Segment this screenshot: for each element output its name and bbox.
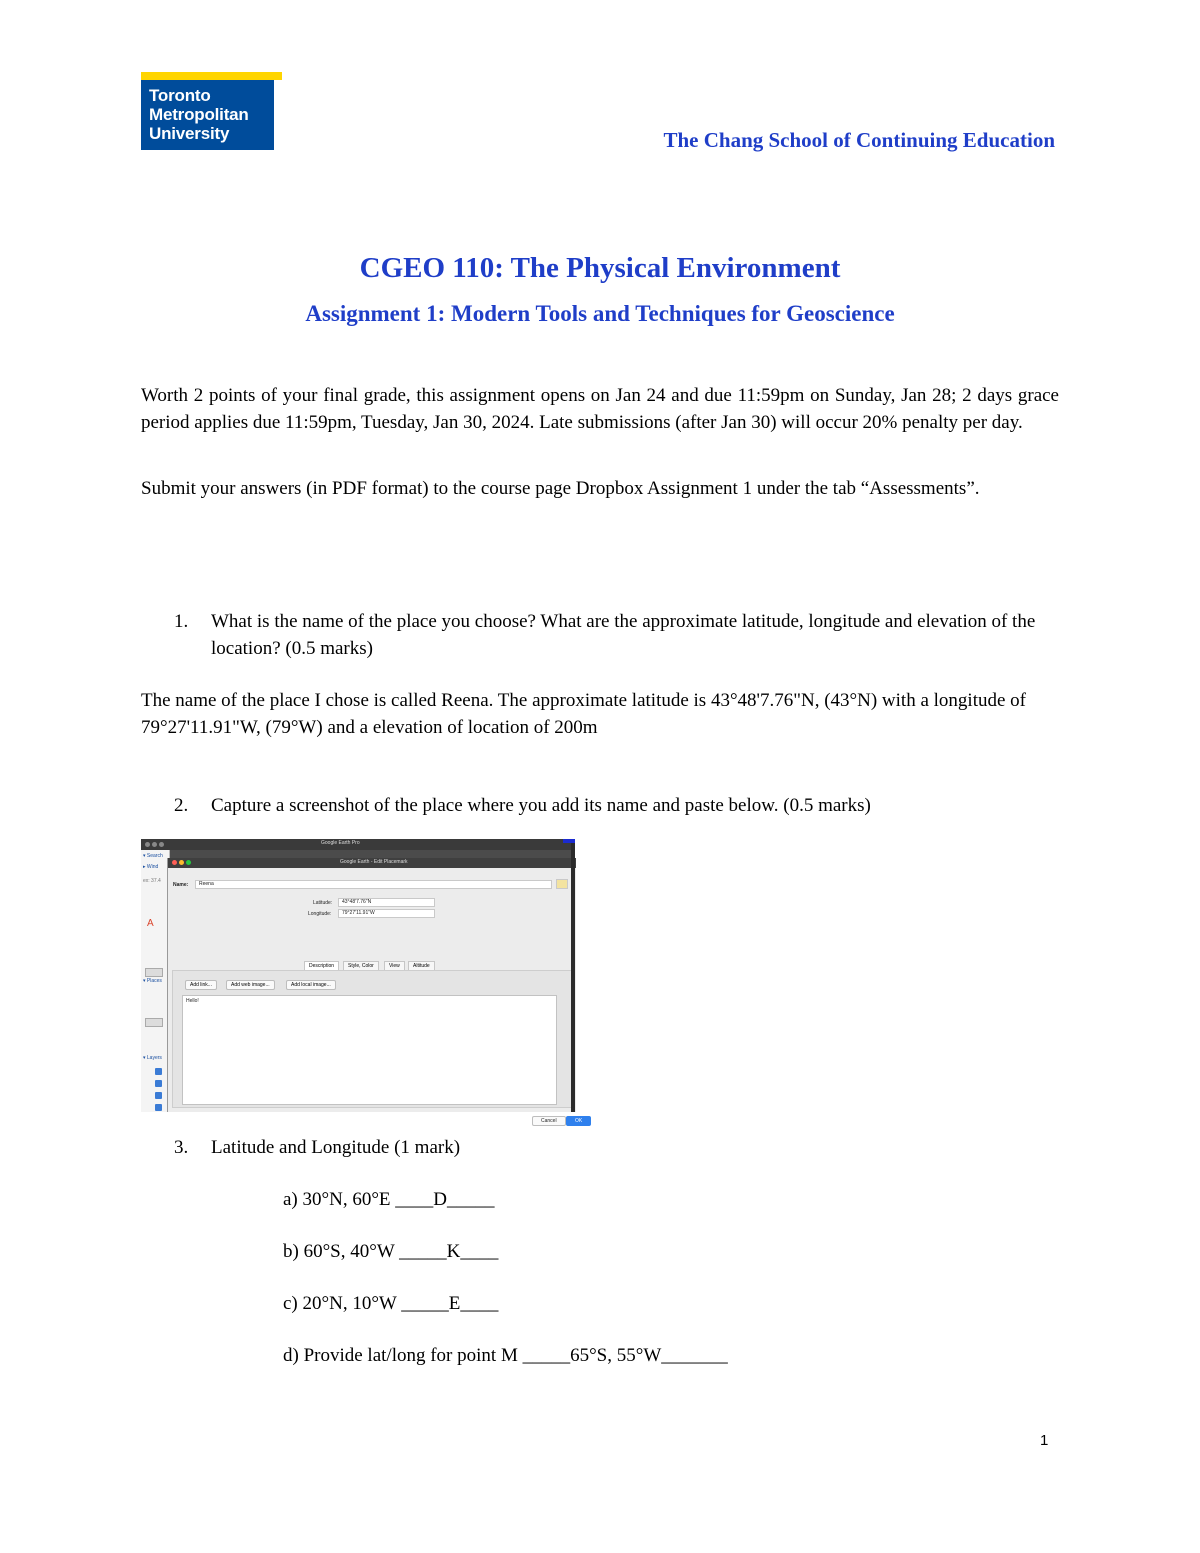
panel-box [145,1018,163,1027]
panel-search-hint: ex: 37.4 [143,878,161,884]
question-number: 2. [174,795,189,816]
app-title: Google Earth Pro [321,840,360,846]
name-label: Name: [173,882,189,888]
sub-answer-d: d) Provide lat/long for point M _____65°S, 55°W_______ [283,1345,728,1366]
latitude-value: 43°48'7.76"N [342,899,372,905]
latitude-field [338,898,435,907]
question-text: Capture a screenshot of the place where you add its name and paste below. (0.5 marks) [211,795,871,816]
tab-altitude: Altitude [408,961,435,971]
places-panel-label: ▾ Places [143,978,162,984]
logo-line-1: Toronto [149,86,211,105]
question-1 [174,608,1059,662]
logo-line-2: Metropolitan [149,105,249,124]
question-3 [174,1134,1059,1161]
tab-description: Description [304,961,339,971]
intro-paragraph: Worth 2 points of your final grade, this assignment opens on Jan 24 and due 11:59pm on Sunday, Jan 28; 2 days grace period applies due 11:59pm, Tuesday, Jan 30, 2024. Late submissions (after Jan 30) will occur 20% penalty per day. [141,385,1059,433]
layer-checkbox [155,1104,162,1111]
layer-checkbox [155,1080,162,1087]
layer-checkbox [155,1068,162,1075]
cancel-button: Cancel [532,1116,566,1126]
tab-view: View [384,961,405,971]
longitude-value: 79°27'11.91"W [342,910,375,916]
question-2 [174,792,1059,819]
question-number: 1. [174,611,189,632]
latitude-label: Latitude: [313,900,333,906]
dialog-titlebar [168,858,576,868]
left-panel [141,850,170,1112]
name-value: Reena [199,881,214,887]
answer-1: The name of the place I chose is called Reena. The approximate latitude is 43°48'7.76"N, (43°N) with a longitude of 79°27'11.91"W, (79°W) and a elevation of location of 200m [141,690,1026,738]
submit-paragraph: Submit your answers (in PDF format) to the course page Dropbox Assignment 1 under the tab “Assessments”. [141,478,980,499]
school-name: The Chang School of Continuing Education [663,128,1055,152]
longitude-label: Longitude: [308,911,332,917]
ok-button: OK [566,1116,591,1126]
question-number: 3. [174,1137,189,1158]
description-text: Hello! [186,998,199,1004]
window-accent [563,839,575,843]
panel-box [145,968,163,977]
add-link-button: Add link... [185,980,217,990]
add-local-image-button: Add local image... [286,980,336,990]
layer-checkbox [155,1092,162,1099]
longitude-field [338,909,435,918]
edit-placemark-dialog [167,858,583,1124]
sub-answer-b: b) 60°S, 40°W _____K____ [283,1241,499,1262]
course-title: CGEO 110: The Physical Environment [359,252,841,284]
pushpin-icon [556,879,568,889]
result-marker: A [147,918,154,929]
panel-item: ▸ Wind [143,864,159,870]
google-earth-screenshot [141,839,583,1124]
search-panel-label: ▾ Search [143,853,163,859]
window-edge [571,839,575,1112]
tab-style-color: Style, Color [343,961,379,971]
assignment-title: Assignment 1: Modern Tools and Techniques for Geoscience [305,301,895,326]
description-textarea [182,995,557,1105]
university-logo [141,72,282,150]
add-web-image-button: Add web image... [226,980,275,990]
page-number: 1 [1040,1432,1049,1449]
sub-answer-a: a) 30°N, 60°E ____D_____ [283,1189,495,1210]
app-titlebar [141,839,575,850]
question-text: Latitude and Longitude (1 mark) [211,1137,461,1158]
question-text: What is the name of the place you choose? What are the approximate latitude, longitude and elevation of the location? (0.5 marks) [211,611,1036,659]
layers-panel-label: ▾ Layers [143,1055,162,1061]
name-field [195,880,552,889]
logo-line-3: University [149,124,230,143]
dialog-title: Google Earth - Edit Placemark [340,859,408,865]
sub-answer-c: c) 20°N, 10°W _____E____ [283,1293,499,1314]
